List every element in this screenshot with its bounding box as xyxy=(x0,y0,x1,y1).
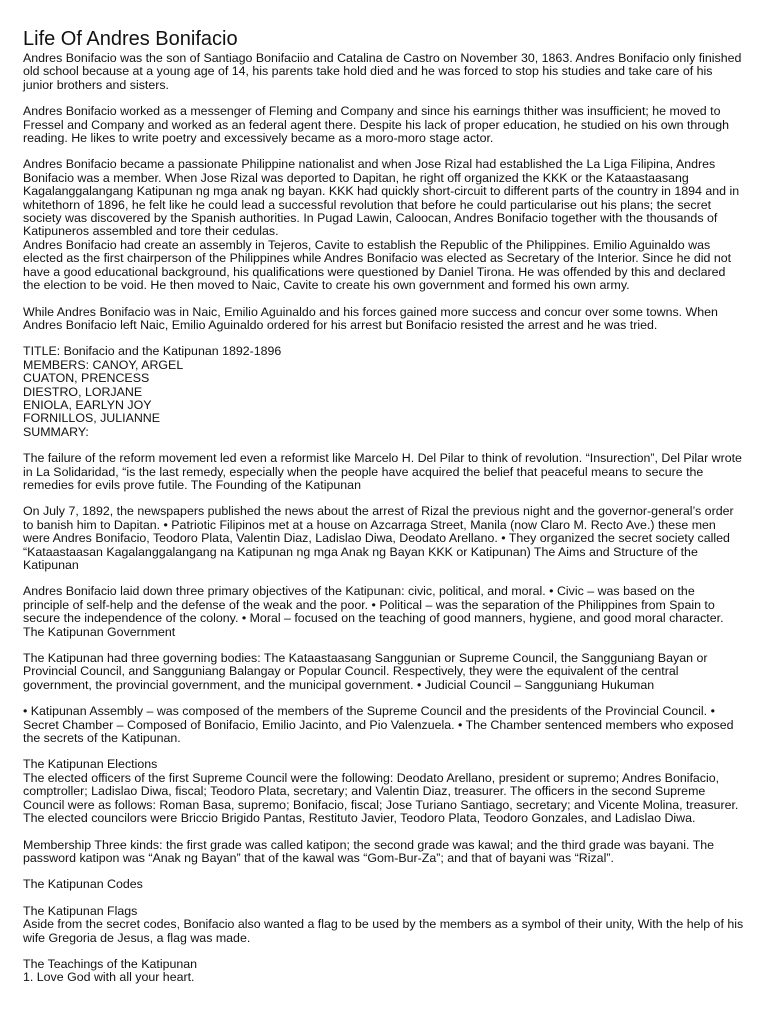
summary-label: SUMMARY: xyxy=(23,424,89,439)
member-name: FORNILLOS, JULIANNE xyxy=(23,411,161,426)
document-title: Life Of Andres Bonifacio xyxy=(23,28,238,50)
summary-paragraph: The Katipunan had three governing bodies: The Kataastaasang Sanggunian or Supreme Council, the Sangguniang Bayan or Provincial Council, and Sangguniang Balangay or Popular Council. Respectively, they were the equivalent of the central government, the provincial government, and the municipal government. • Judicial Council – Sangguniang Hukuman xyxy=(23,651,708,692)
section-heading: The Katipunan Elections xyxy=(23,757,158,772)
paragraph: Andres Bonifacio was the son of Santiago Bonifaciio and Catalina de Castro on November 30, 1863. Andres Bonifacio only finished old school because at a young age of 14, his parents take hold died and he was forced to stop his studies and take care of his junior brothers and sisters. xyxy=(23,51,742,92)
membership-paragraph: Membership Three kinds: the first grade was called katipon; the second grade was kawal; and the third grade was bayani. The password katipon was “Anak ng Bayan” that of the kawal was “Gom-Bur-Za”; and that of bayani was “Rizal”. xyxy=(23,837,715,865)
member-name: DIESTRO, LORJANE xyxy=(23,384,143,399)
section-heading: The Teachings of the Katipunan xyxy=(23,956,198,971)
section-heading: The Katipunan Codes xyxy=(23,877,143,892)
member-name: ENIOLA, EARLYN JOY xyxy=(23,397,152,412)
flags-paragraph: Aside from the secret codes, Bonifacio also wanted a flag to be used by the members as a symbol of their unity, With the help of his wife Gregoria de Jesus, a flag was made. xyxy=(23,917,744,945)
summary-paragraph: The failure of the reform movement led even a reformist like Marcelo H. Del Pilar to think of revolution. “Insurection”, Del Pilar wrote in La Solidaridad, “is the last remedy, especially when the people have acquired the belief that peaceful means to secure the remedies for evils prove futile. The Founding of the Katipunan xyxy=(23,451,742,492)
summary-paragraph: • Katipunan Assembly – was composed of the members of the Supreme Council and the presidents of the Provincial Council. • Secret Chamber – Composed of Bonifacio, Emilio Jacinto, and Pio Valenzuela. • The Chamber sentenced members who exposed the secrets of the Katipunan. xyxy=(23,704,734,746)
paragraph: Andres Bonifacio had create an assembly in Tejeros, Cavite to establish the Republic of the Philippines. Emilio Aguinaldo was elected as the first chairperson of the Philippines while Andres Bonifacio was elected as Secretary of the Interior. Since he did not have a good educational background, his qualifications were questioned by Daniel Tirona. He was offended by this and declared the election to be void. He then moved to Naic, Cavite to create his own government and formed his own army. xyxy=(23,237,732,293)
section-heading: The Katipunan Flags xyxy=(23,903,138,918)
paragraph: While Andres Bonifacio was in Naic, Emilio Aguinaldo and his forces gained more success and concur over some towns. When Andres Bonifacio left Naic, Emilio Aguinaldo ordered for his arrest but Bonifacio resisted the arrest and he was tried. xyxy=(23,304,718,332)
members-line: MEMBERS: CANOY, ARGEL xyxy=(23,357,184,372)
member-name: CUATON, PRENCESS xyxy=(23,371,150,386)
summary-paragraph: On July 7, 1892, the newspapers published the news about the arrest of Rizal the previous night and the governor-general’s order to banish him to Dapitan. • Patriotic Filipinos met at a house on Azcarraga Street, Manila (now Claro M. Recto Ave.) these men were Andres Bonifacio, Teodoro Plata, Valentin Diaz, Ladislao Diwa, Deodato Arellano. • They organized the secret society called “Kataastaasan Kagalanggalangang na Katipunan ng mga Anak ng Bayan KKK or Katipunan) The Aims and Structure of the Katipunan xyxy=(23,504,734,572)
paragraph: Andres Bonifacio worked as a messenger of Fleming and Company and since his earnings thither was insufficient; he moved to Fressel and Company and worked as an federal agent there. Despite his lack of proper education, he studied on his own through reading. He likes to write poetry and excessively became as a moro-moro stage actor. xyxy=(23,104,730,146)
report-meta xyxy=(23,345,744,439)
summary-paragraph: Andres Bonifacio laid down three primary objectives of the Katipunan: civic, political, and moral. • Civic – was based on the principle of self-help and the defense of the weak and the poor. • Political – was the separation of the Philippines from Spain to secure the independence of the colony. • Moral – focused on the teaching of good manners, hygiene, and good moral character. The Katipunan Government xyxy=(23,584,724,639)
paragraph: Andres Bonifacio became a passionate Philippine nationalist and when Jose Rizal had established the La Liga Filipina, Andres Bonifacio was a member. When Jose Rizal was deported to Dapitan, he right off organized the KKK or the Kataastaasang Kagalanggalangang Katipunan ng mga anak ng bayan. KKK had quickly short-circuit to different parts of the country in 1894 and in whitethorn of 1896, he felt like he could lead a successful revolution that before he could particularise out his plans; the secret society was discovered by the Spanish authorities. In Pugad Lawin, Caloocan, Andres Bonifacio together with the thousands of Katipuneros assembled and tore their cedulas. xyxy=(23,157,740,239)
report-title-line: TITLE: Bonifacio and the Katipunan 1892-1896 xyxy=(23,344,282,359)
teaching-item: 1. Love God with all your heart. xyxy=(23,970,195,985)
elections-paragraph: The elected officers of the first Supreme Council were the following: Deodato Arellano, president or supremo; Andres Bonifacio, comptroller; Ladislao Diwa, fiscal; Teodoro Plata, secretary; and Valentin Diaz, treasurer. The officers in the second Supreme Council were as follows: Roman Basa, supremo; Bonifacio, fiscal; Jose Turiano Santiago, secretary; and Vicente Molina, treasurer. The elected councilors were Briccio Brigido Pantas, Restituto Javier, Teodoro Plata, Teodoro Gonzales, and Ladislao Diwa. xyxy=(23,770,739,826)
